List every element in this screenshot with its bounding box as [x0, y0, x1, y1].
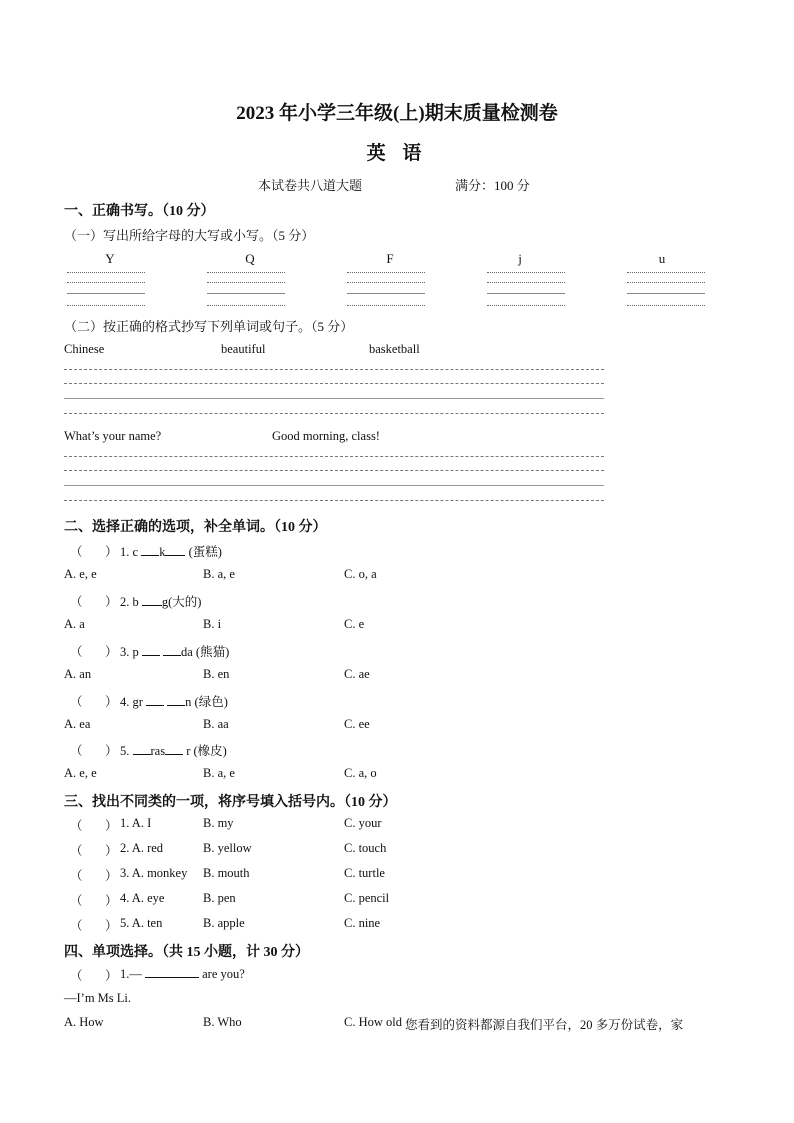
answer-paren-close: ）	[105, 969, 118, 983]
answer-paren-open: （	[70, 545, 83, 559]
full-score: 满分：100 分	[455, 178, 530, 193]
question-text: are you?	[202, 967, 245, 981]
answer-paren-close: ）	[105, 919, 118, 933]
answer-paren-open: （	[70, 744, 83, 758]
answer-paren-close: ）	[105, 869, 118, 883]
letter-prompt: u	[658, 251, 666, 266]
answer-paren-open: （	[70, 645, 83, 659]
answer-blank[interactable]	[165, 743, 183, 755]
letter-writing-grid[interactable]	[627, 272, 705, 306]
copy-sentence: What’s your name?	[64, 429, 162, 443]
option-b[interactable]: B. en	[203, 667, 230, 681]
option-c[interactable]: C. a, o	[344, 766, 377, 780]
section-3-heading: 三、找出不同类的一项，将序号填入括号内。（10 分）	[64, 795, 397, 810]
option-a[interactable]: 4. A. eye	[120, 891, 165, 905]
option-a[interactable]: 2. A. red	[120, 841, 164, 855]
question-stem	[120, 966, 245, 982]
option-a[interactable]: A. e, e	[64, 567, 97, 581]
option-c[interactable]: C. How old	[344, 1015, 402, 1029]
option-c[interactable]: C. turtle	[344, 866, 385, 880]
question-number: 3.	[120, 645, 130, 659]
exam-title: 2023 年小学三年级(上)期末质量检测卷	[236, 103, 558, 124]
answer-paren-close: ）	[105, 844, 118, 858]
answer-paren-open: （	[70, 695, 83, 709]
letter-writing-grid[interactable]	[487, 272, 565, 306]
section-1-heading: 一、正确书写。（10 分）	[64, 204, 215, 219]
exam-note: 本试卷共八道大题	[258, 178, 363, 193]
section-4-heading: 四、单项选择。（共 15 小题，计 30 分）	[64, 945, 309, 960]
word-hint: n (绿色)	[185, 695, 228, 709]
option-b[interactable]: B. i	[203, 617, 222, 631]
answer-paren-open: （	[70, 844, 83, 858]
option-c[interactable]: C. pencil	[344, 891, 390, 905]
answer-blank[interactable]	[163, 644, 181, 656]
word-hint: g(大的)	[161, 595, 202, 609]
option-a[interactable]: A. How	[64, 1015, 104, 1029]
answer-paren-open: （	[70, 919, 83, 933]
answer-blank[interactable]	[141, 544, 159, 556]
copy-word: beautiful	[221, 342, 266, 356]
option-b[interactable]: B. pen	[203, 891, 236, 905]
word-writing-grid[interactable]	[64, 369, 604, 413]
option-c[interactable]: C. e	[344, 617, 365, 631]
question-number: 1.—	[120, 967, 142, 981]
subject-title: 英 语	[366, 143, 428, 164]
option-c[interactable]: C. ae	[344, 667, 370, 681]
letter-prompt: Q	[245, 251, 255, 266]
word-hint: (蛋糕)	[188, 545, 222, 559]
option-a[interactable]: A. a	[64, 617, 85, 631]
question-stem	[120, 642, 229, 660]
sentence-writing-grid[interactable]	[64, 456, 604, 500]
option-c[interactable]: C. nine	[344, 916, 381, 930]
word-part: gr	[132, 695, 143, 709]
option-a[interactable]: 5. A. ten	[120, 916, 163, 930]
word-part: k	[159, 545, 166, 559]
answer-blank[interactable]	[165, 544, 185, 556]
option-b[interactable]: B. Who	[203, 1015, 242, 1029]
word-part: p	[132, 645, 139, 659]
option-b[interactable]: B. mouth	[203, 866, 250, 880]
letter-writing-grid[interactable]	[347, 272, 425, 306]
letter-prompt: Y	[105, 251, 115, 266]
option-b[interactable]: B. a, e	[203, 766, 235, 780]
answer-blank[interactable]	[142, 644, 160, 656]
question-stem	[120, 741, 227, 759]
option-a[interactable]: 1. A. I	[120, 816, 152, 830]
section-1-part-1-label: （一）写出所给字母的大写或小写。（5 分）	[64, 228, 315, 243]
word-part: c	[132, 545, 139, 559]
word-hint: da (熊猫)	[181, 645, 230, 659]
option-c[interactable]: C. your	[344, 816, 382, 830]
option-a[interactable]: A. e, e	[64, 766, 97, 780]
option-b[interactable]: B. apple	[203, 916, 245, 930]
question-stem	[120, 692, 228, 710]
dialogue-answer: —I’m Ms Li.	[64, 991, 132, 1005]
letter-writing-grid[interactable]	[207, 272, 285, 306]
answer-paren-close: ）	[105, 595, 118, 609]
answer-blank[interactable]	[167, 694, 185, 706]
section-1-part-2-label: （二）按正确的格式抄写下列单词或句子。（5 分）	[64, 319, 354, 334]
section-2-heading: 二、选择正确的选项，补全单词。（10 分）	[64, 520, 327, 535]
letter-writing-grid[interactable]	[67, 272, 145, 306]
answer-paren-open: （	[70, 595, 83, 609]
option-c[interactable]: C. touch	[344, 841, 387, 855]
answer-blank[interactable]	[145, 966, 199, 978]
copy-sentence: Good morning, class!	[272, 429, 380, 443]
question-number: 1.	[120, 545, 130, 559]
option-b[interactable]: B. aa	[203, 717, 229, 731]
answer-blank[interactable]	[146, 694, 164, 706]
option-c[interactable]: C. o, a	[344, 567, 377, 581]
answer-blank[interactable]	[142, 594, 162, 606]
option-b[interactable]: B. a, e	[203, 567, 235, 581]
word-hint: r (橡皮)	[186, 744, 227, 758]
question-number: 5.	[120, 744, 130, 758]
answer-blank[interactable]	[133, 743, 151, 755]
option-a[interactable]: 3. A. monkey	[120, 866, 188, 880]
option-b[interactable]: B. yellow	[203, 841, 252, 855]
option-b[interactable]: B. my	[203, 816, 234, 830]
question-number: 4.	[120, 695, 130, 709]
word-part: ras	[150, 744, 166, 758]
option-c[interactable]: C. ee	[344, 717, 370, 731]
answer-paren-close: ）	[105, 744, 118, 758]
question-number: 2.	[120, 595, 130, 609]
option-a[interactable]: A. ea	[64, 717, 91, 731]
word-part: b	[132, 595, 139, 609]
option-a[interactable]: A. an	[64, 667, 92, 681]
letter-prompt: F	[386, 251, 394, 266]
letter-prompt: j	[518, 251, 522, 266]
answer-paren-open: （	[70, 894, 83, 908]
answer-paren-open: （	[70, 969, 83, 983]
answer-paren-close: ）	[105, 645, 118, 659]
answer-paren-close: ）	[105, 894, 118, 908]
answer-paren-open: （	[70, 819, 83, 833]
question-stem	[120, 542, 222, 560]
answer-paren-close: ）	[105, 819, 118, 833]
answer-paren-close: ）	[105, 545, 118, 559]
answer-paren-close: ）	[105, 695, 118, 709]
answer-paren-open: （	[70, 869, 83, 883]
copy-word: Chinese	[64, 342, 105, 356]
question-stem	[120, 592, 201, 610]
copy-word: basketball	[369, 342, 420, 356]
promo-text: 您看到的资料都源自我们平台，20 多万份试卷，家	[405, 1018, 684, 1032]
